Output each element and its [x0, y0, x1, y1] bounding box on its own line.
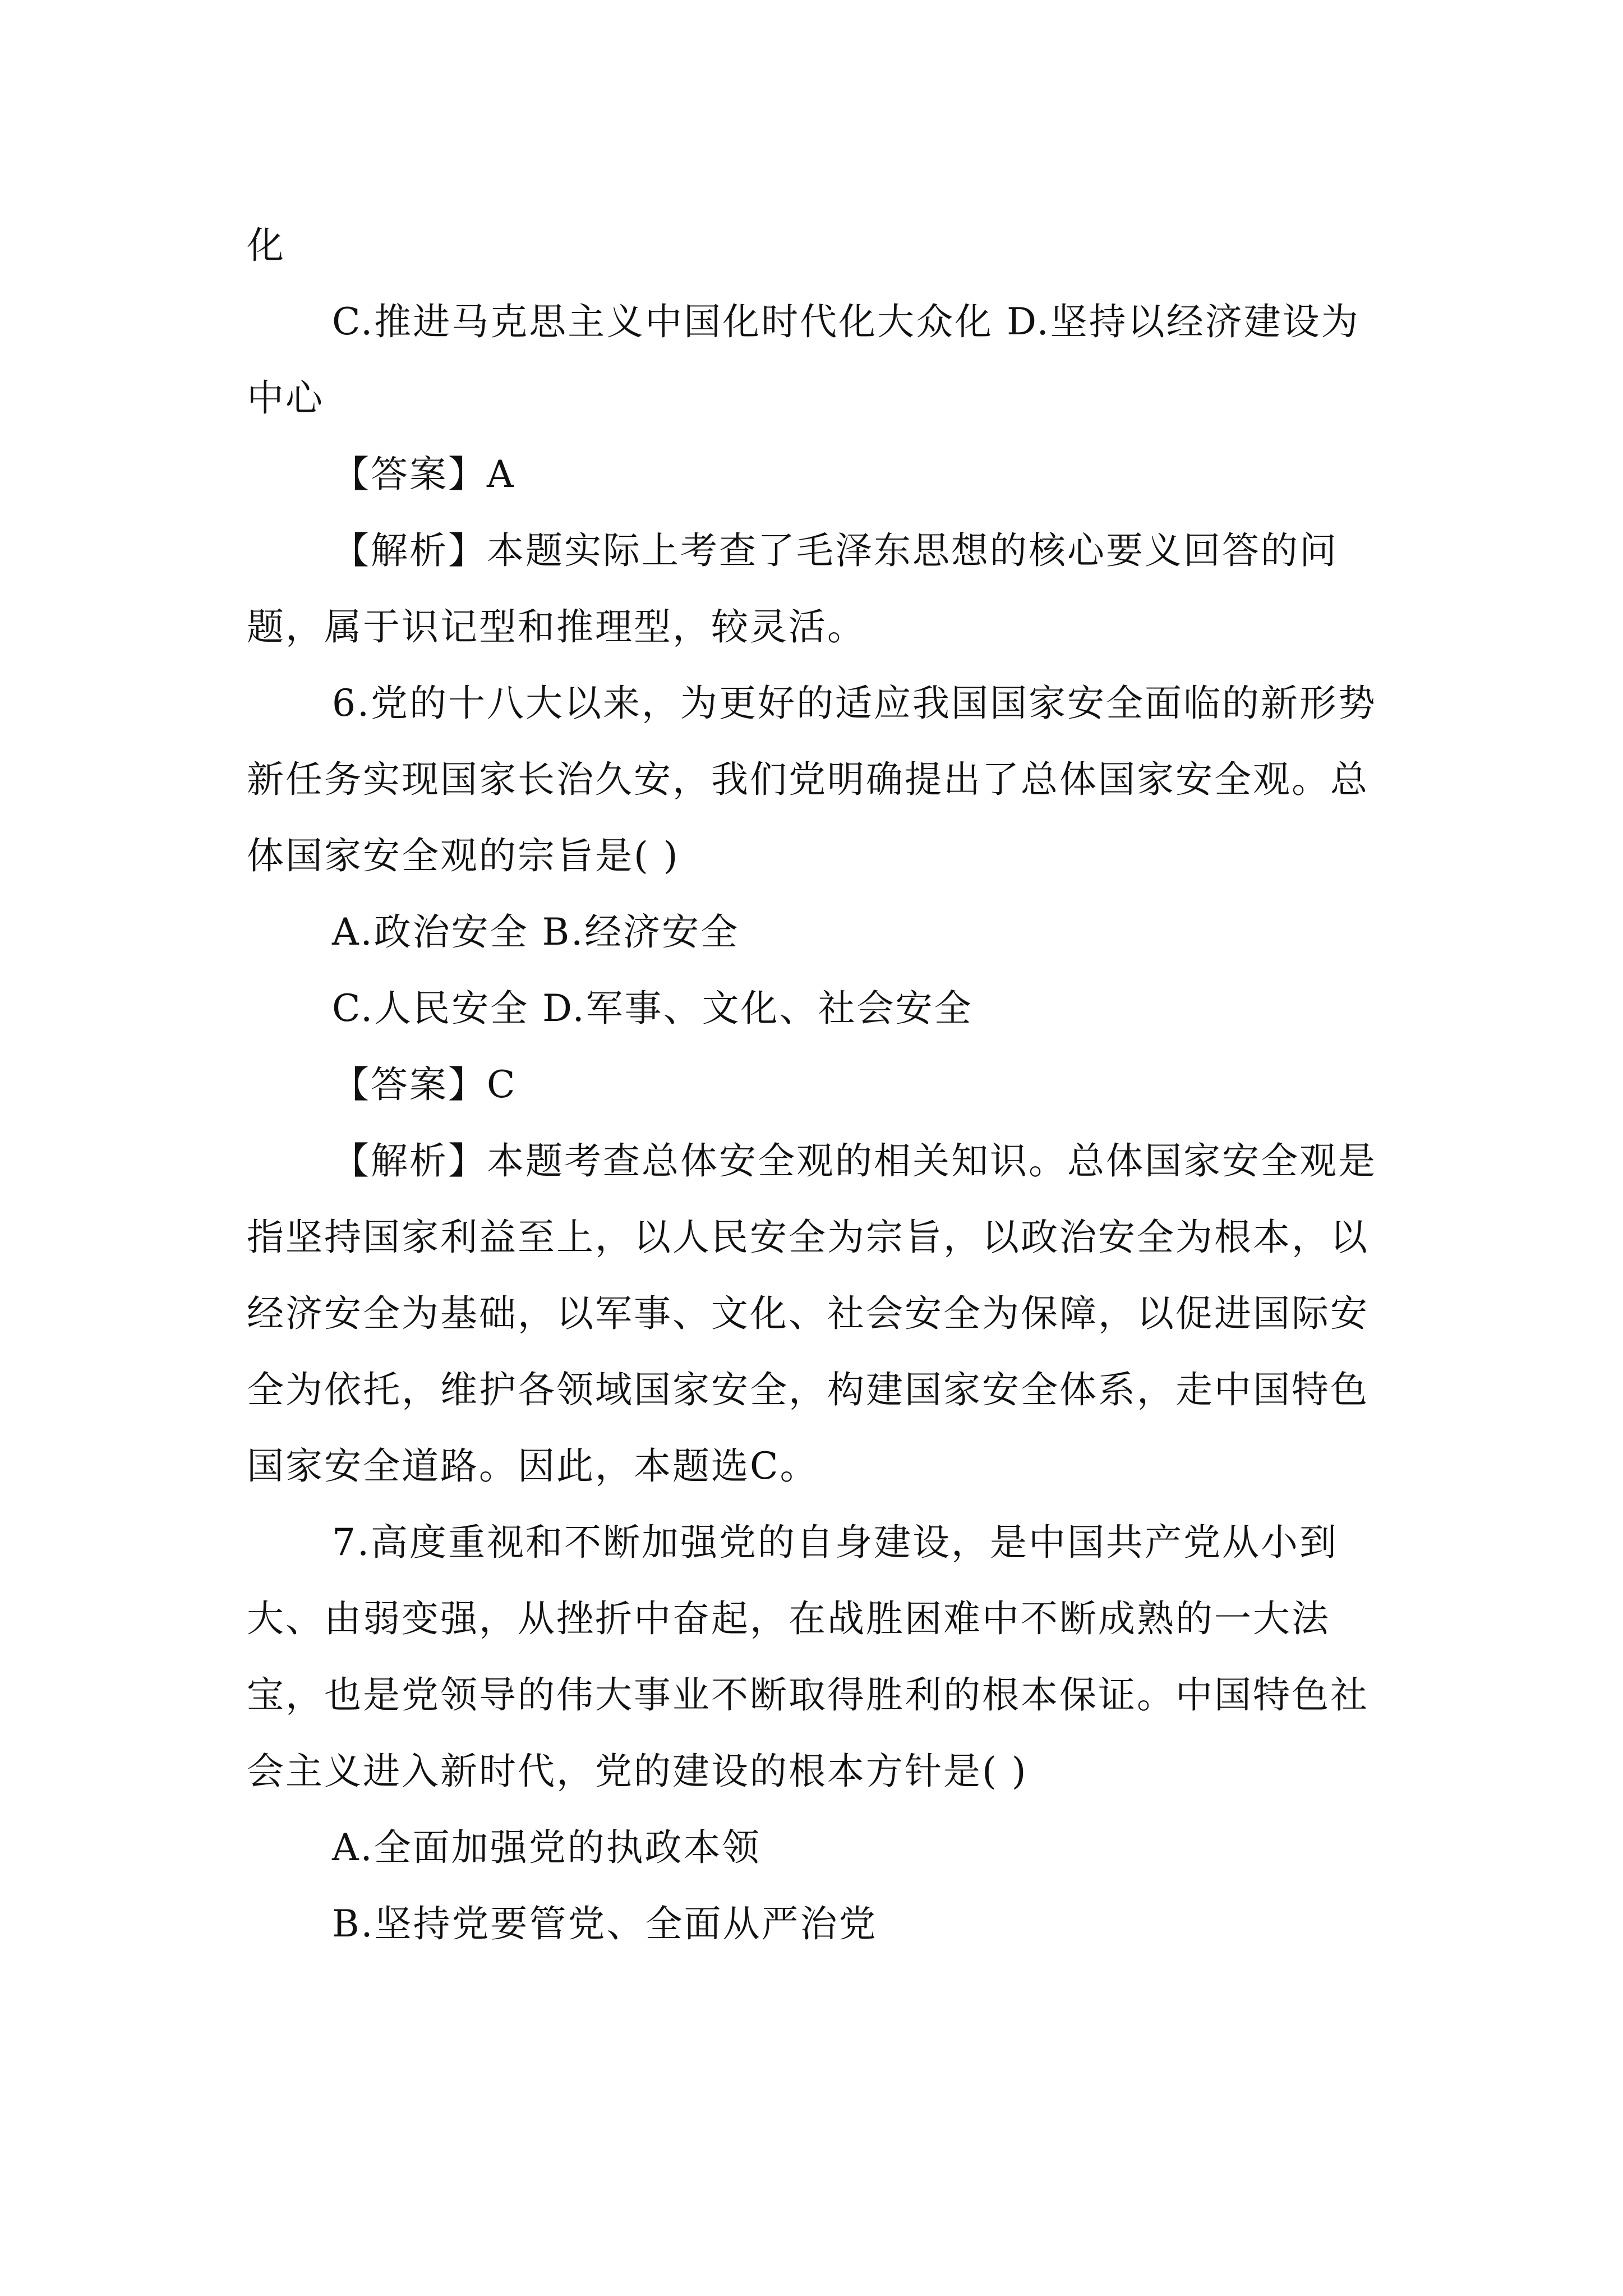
- question-5-options-cd: C.推进马克思主义中国化时代化大众化 D.坚持以经济建设为中心: [247, 300, 1360, 420]
- question-6-analysis: 【解析】本题考查总体安全观的相关知识。总体国家安全观是指坚持国家利益至上，以人民安全为宗旨，以政治安全为根本，以经济安全为基础，以军事、文化、社会安全为保障，以促进国际安全为依托，维护各领域国家安全，构建国家安全体系，走中国特色国家安全道路。因此，本题选C。: [247, 1139, 1377, 1488]
- question-5-answer: 【答案】A: [332, 453, 515, 496]
- question-7-option-b: B.坚持党要管党、全面从严治党: [332, 1902, 878, 1945]
- question-6-options-cd: C.人民安全 D.军事、文化、社会安全: [332, 987, 973, 1030]
- question-7-stem: 7.高度重视和不断加强党的自身建设，是中国共产党从小到大、由弱变强，从挫折中奋起，在战胜困难中不断成熟的一大法宝，也是党领导的伟大事业不断取得胜利的根本保证。中国特色社会主义进入新时代，党的建设的根本方针是( ): [247, 1521, 1369, 1793]
- continued-text: 化: [247, 224, 285, 267]
- question-7-option-a: A.全面加强党的执政本领: [332, 1826, 761, 1869]
- question-6-options-ab: A.政治安全 B.经济安全: [332, 910, 740, 954]
- document-body: [247, 208, 1385, 1962]
- question-5-analysis: 【解析】本题实际上考查了毛泽东思想的核心要义回答的问题，属于识记型和推理型，较灵活。: [247, 529, 1338, 648]
- question-6-answer: 【答案】C: [332, 1063, 517, 1106]
- question-6-stem: 6.党的十八大以来，为更好的适应我国国家安全面临的新形势新任务实现国家长治久安，我们党明确提出了总体国家安全观。总体国家安全观的宗旨是( ): [247, 682, 1377, 877]
